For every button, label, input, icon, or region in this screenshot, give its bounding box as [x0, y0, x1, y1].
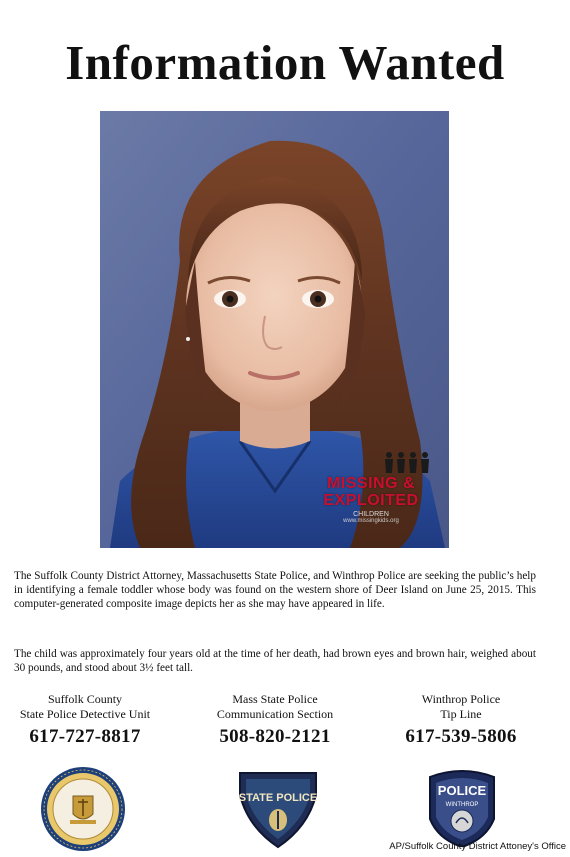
winthrop-patch-subtext: WINTHROP [445, 802, 479, 808]
contact-phone[interactable]: 617-727-8817 [29, 726, 141, 747]
contact-agency: Suffolk County [47, 692, 123, 706]
contact-unit: Tip Line [440, 707, 482, 721]
contact-mass-state-police [190, 692, 360, 748]
watermark-line-3: CHILDREN [353, 511, 389, 518]
contact-agency: Winthrop Police [421, 692, 501, 706]
state-police-badge-icon [236, 765, 320, 854]
contact-phone[interactable]: 617-539-5806 [405, 726, 517, 747]
watermark-url: www.missingkids.org [343, 518, 399, 524]
photo-credit: AP/Suffolk County District Attoney's Office [389, 841, 566, 852]
contact-unit: Communication Section [216, 707, 334, 721]
winthrop-police-patch-icon [426, 765, 498, 852]
contact-suffolk [0, 692, 170, 748]
missing-children-watermark [311, 451, 431, 524]
state-police-badge-text: STATE POLICE [238, 792, 318, 804]
physical-description-paragraph: The child was approximately four years old at the time of her death, had brown eyes and brown hair, weighed about 30 pounds, and stood about 3½ feet tall. [14, 648, 536, 674]
poster-title: Information Wanted [65, 35, 505, 90]
winthrop-patch-text: POLICE [437, 783, 487, 798]
children-silhouettes-icon [311, 451, 431, 473]
watermark-line-2: EXPLOITED [323, 492, 419, 509]
composite-image [100, 111, 449, 548]
suffolk-county-seal-icon [40, 766, 126, 857]
contact-unit: State Police Detective Unit [19, 707, 151, 721]
contact-winthrop [376, 692, 546, 748]
description-paragraph: The Suffolk County District Attorney, Massachusetts State Police, and Winthrop Police are seeking the public’s help in identifying a female toddler whose body was found on the western shore of Deer Island on June 25, 2015. This computer-generated composite image depicts her as she may have appeared in life. [14, 570, 536, 610]
contact-agency: Mass State Police [232, 692, 318, 706]
contact-phone[interactable]: 508-820-2121 [219, 726, 331, 747]
watermark-line-1: MISSING & [326, 475, 416, 492]
